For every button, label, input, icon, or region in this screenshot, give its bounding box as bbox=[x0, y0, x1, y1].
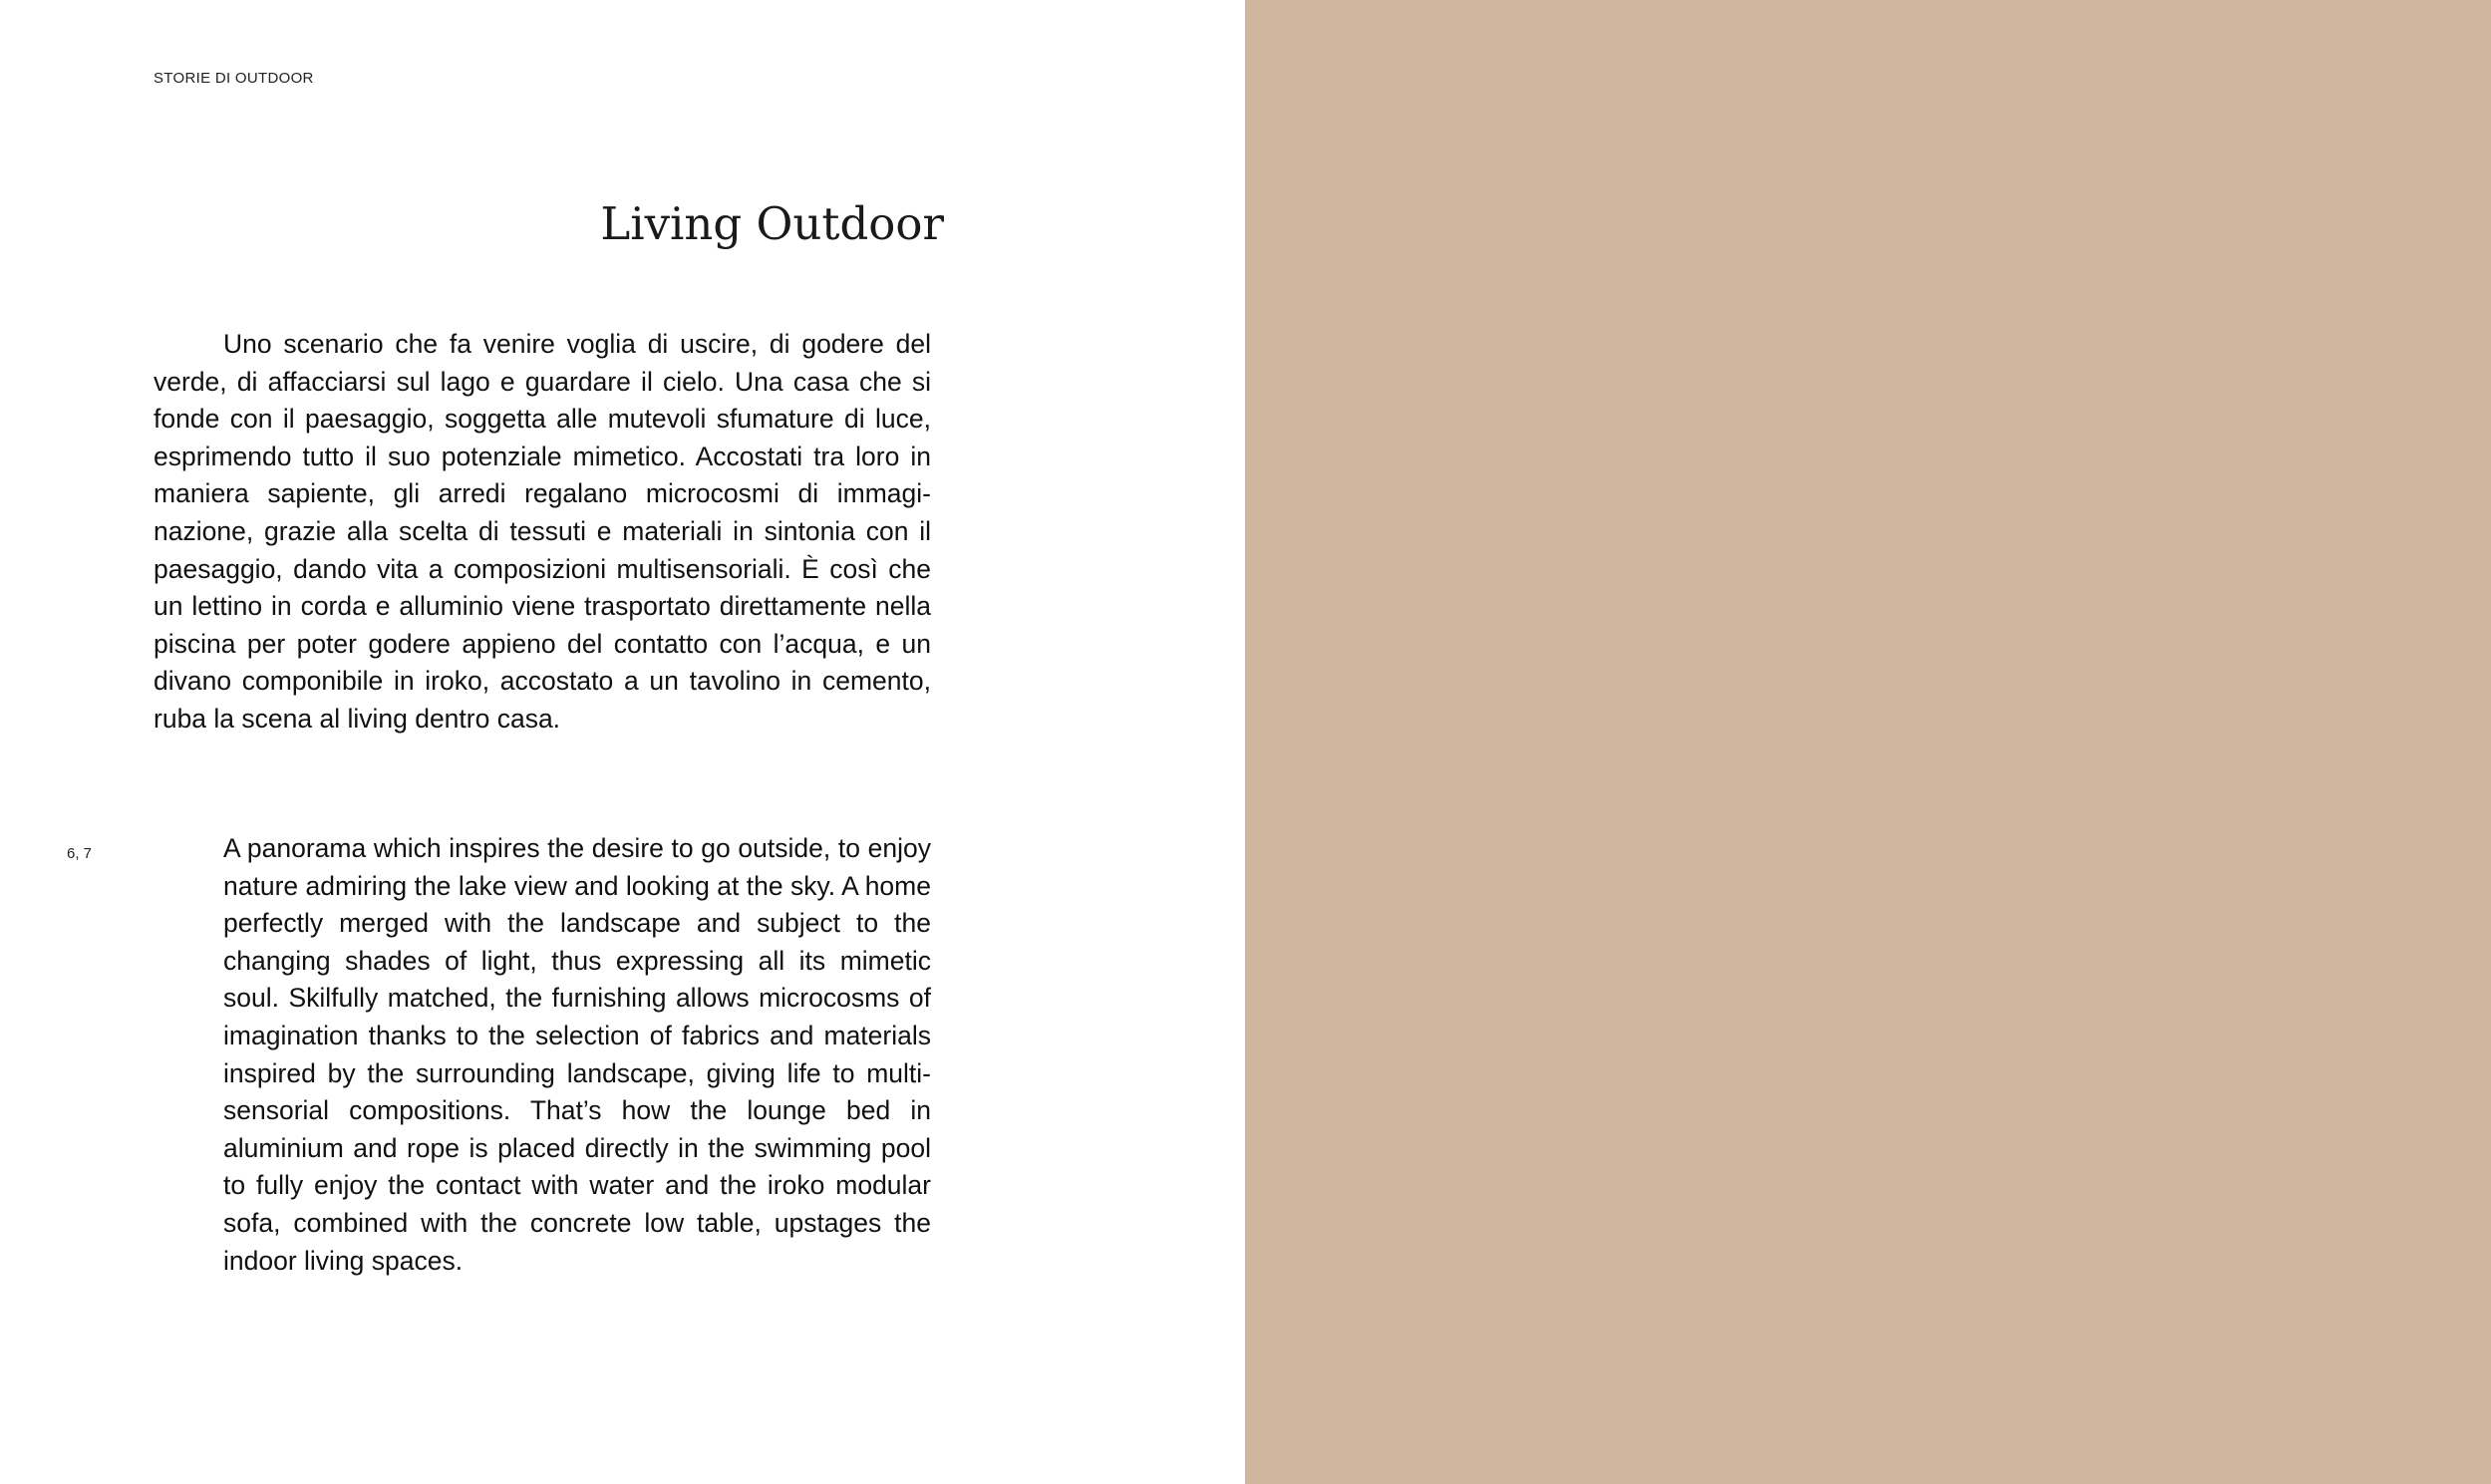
photo-placeholder-panel bbox=[1245, 0, 2491, 1484]
section-label: STORIE DI OUTDOOR bbox=[154, 70, 314, 87]
page-title: Living Outdoor bbox=[600, 197, 944, 250]
english-paragraph: A panorama which inspires the desire to go outside, to enjoy nature admiring the lake view and looking at the sky. A home perfectly merged with the landscape and subject to the changing shades of light, thus expressing all its mimetic soul. Skilfully matched, the furnishing allows microcosms of imagination thanks to the selection of fabrics and materials inspired by the surrounding landscape, giving life to multi- sensorial compositions. That’s how the lounge bed in aluminium and rope is placed directly in the swimming pool to fully enjoy the contact with water and the iroko modular sofa, combined with the concrete low table, upstages the indoor living spaces. bbox=[223, 833, 931, 1276]
page-number: 6, 7 bbox=[67, 845, 93, 862]
italian-paragraph: Uno scenario che fa venire voglia di uscire, di godere del verde, di affacciarsi sul lago e guardare il cielo. Una casa che si fonde con il paesaggio, soggetta alle mutevoli sfumature di luce, esprimendo tutto il suo potenziale mimetico. Accostati tra loro in maniera sapiente, gli arredi regalano microcosmi di immaginazione, grazie alla scelta di tessuti e materiali in sintonia con il paesaggio, dando vita a composizioni multisensoriali. È così che un lettino in corda e alluminio viene trasportato direttamente nella piscina per poter godere appieno del contatto con l’acqua, e un divano componibile in iroko, accostato a un tavolino in cemento, ruba la scena al living dentro casa. bbox=[154, 329, 931, 734]
left-page bbox=[0, 0, 1245, 1484]
